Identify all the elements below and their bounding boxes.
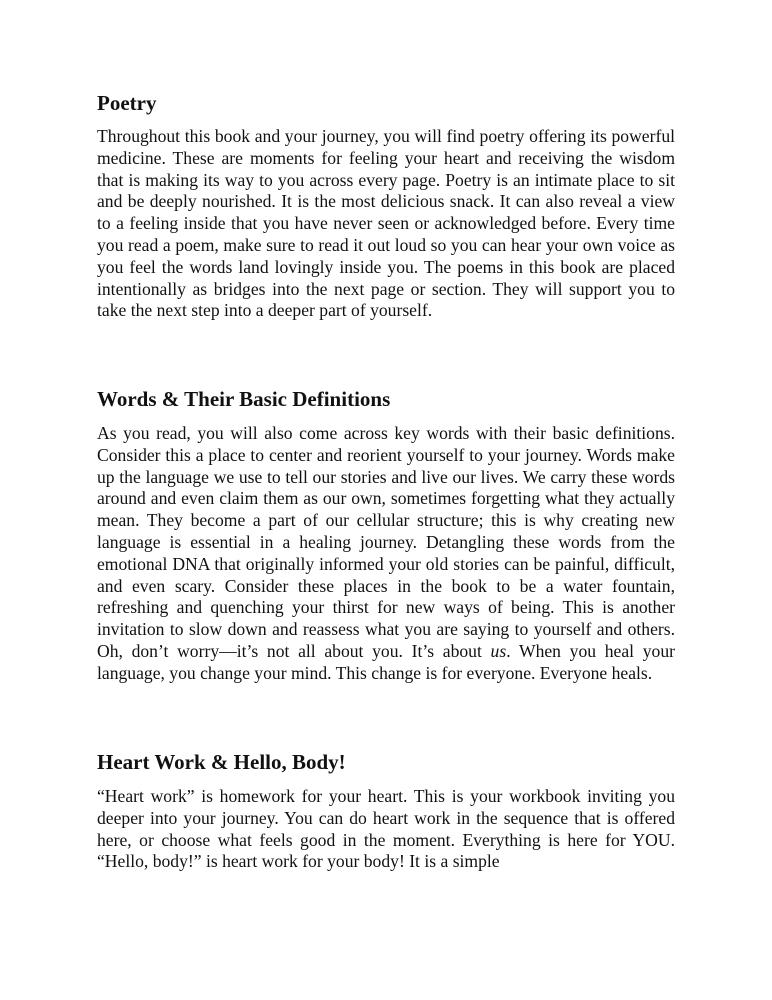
- section-body-poetry: Throughout this book and your journey, you will find poetry offering its powerful medicine. These are moments for feeling your heart and receiving the wisdom that is making its way to you across every page. Poetry is an intimate place to sit and be deeply nourished. It is the most delicious snack. It can also reveal a view to a feeling inside that you have never seen or acknowledged before. Every time you read a poem, make sure to read it out loud so you can hear your own voice as you feel the words land lovingly inside you. The poems in this book are placed intentionally as bridges into the next page or section. They will support you to take the next step into a deeper part of yourself.: [97, 126, 675, 321]
- section-heading-heart-work: Heart Work & Hello, Body!: [97, 750, 346, 774]
- section-body-words-definitions: [97, 423, 675, 685]
- section-heading-poetry: Poetry: [97, 91, 157, 115]
- section-words-definitions: [97, 386, 675, 685]
- body-text-part: . When you heal your language, you change your mind. This change is for everyone. Everyone heals.: [97, 640, 675, 683]
- emphasized-word: us: [490, 640, 507, 661]
- section-body-heart-work: “Heart work” is homework for your heart. This is your workbook inviting you deeper into your journey. You can do heart work in the sequence that is offered here, or choose what feels good in the moment. Everything is here for YOU. “Hello, body!” is heart work for your body! It is a simple: [97, 786, 675, 872]
- section-heart-work: [97, 749, 675, 873]
- section-heading-words-definitions: Words & Their Basic Definitions: [97, 387, 391, 411]
- section-poetry: [97, 90, 675, 322]
- body-text-part: As you read, you will also come across key words with their basic definitions. Consider this a place to center and reorient yourself to your journey. Words make up the language we use to tell our stories and live our lives. We carry these words around and even claim them as our own, sometimes forgetting what they actually mean. They become a part of our cellular structure; this is why creating new language is essential in a healing journey. Detangling these words from the emotional DNA that originally informed your old stories can be painful, difficult, and even scary. Consider these places in the book to be a water fountain, refreshing and quenching your thirst for new ways of being. This is another invitation to slow down and reassess what you are saying to yourself and others. Oh, don’t worry—it’s not all about you. It’s about: [97, 423, 675, 661]
